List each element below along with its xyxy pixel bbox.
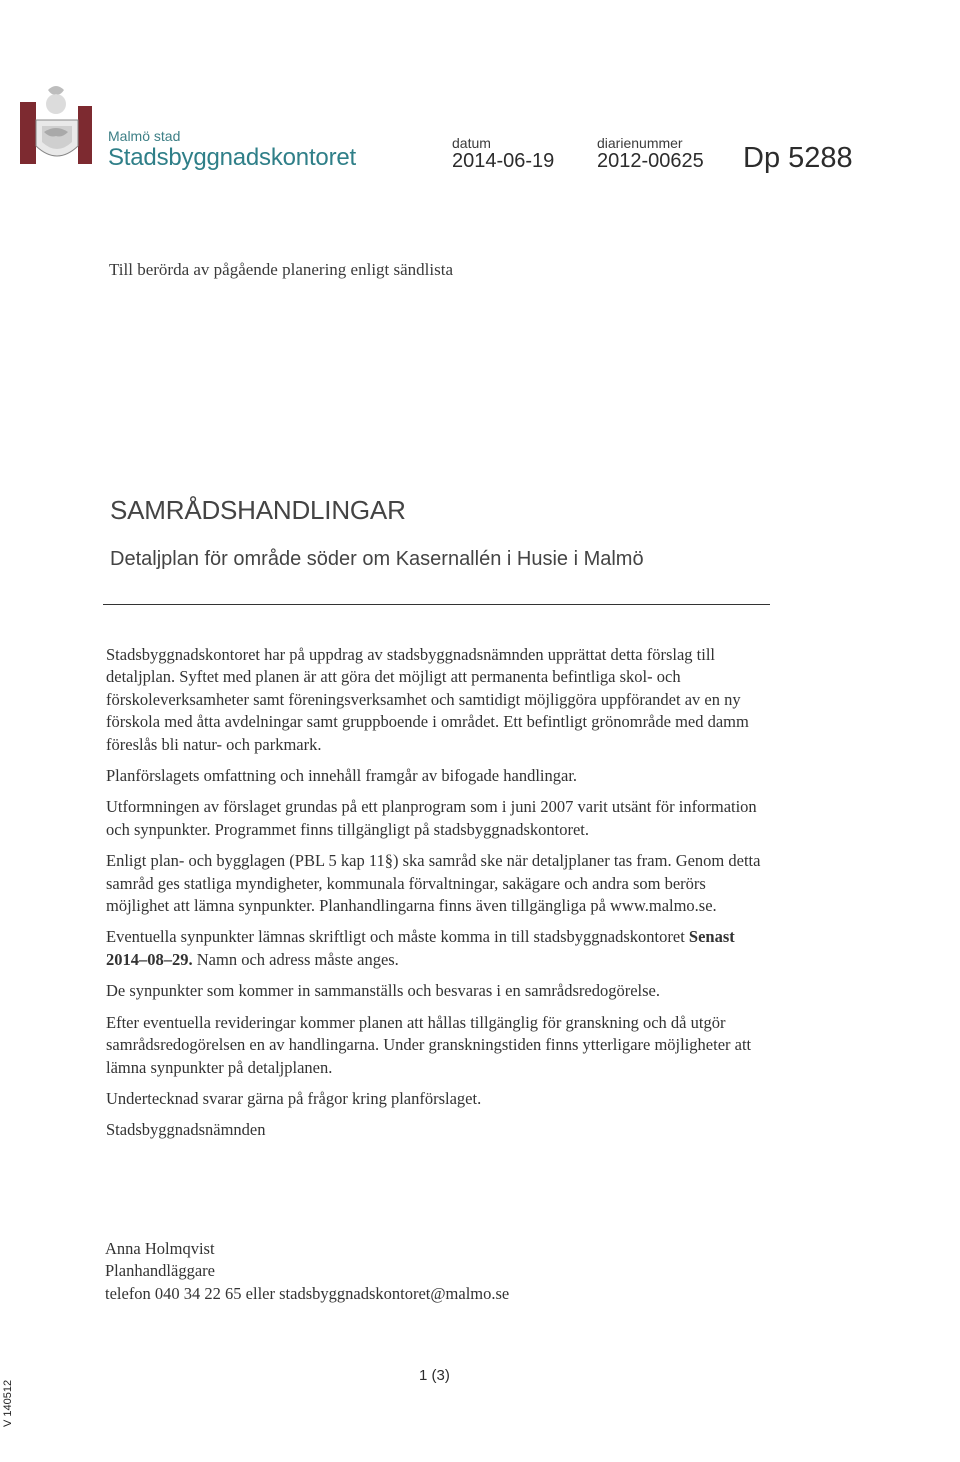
document-subheading: Detaljplan för område söder om Kasernallén i Husie i Malmö bbox=[110, 548, 644, 570]
paragraph-review: Efter eventuella revideringar kommer planen att hållas tillgänglig för granskning och då utgör samrådsredogörelsen en av handlingarna. Under granskningstiden finns ytterligare möjligheter att lämna synpunkter på detaljplanen. bbox=[106, 1012, 752, 1077]
signatory-contact: telefon 040 34 22 65 eller stadsbyggnadskontoret@malmo.se bbox=[105, 1283, 510, 1303]
heading-divider bbox=[103, 604, 770, 605]
diary-number-value: 2012-00625 bbox=[597, 150, 704, 172]
organization-city: Malmö stad bbox=[108, 128, 181, 144]
diary-number-label: diarienummer bbox=[597, 135, 683, 151]
signatory-title: Planhandläggare bbox=[105, 1261, 215, 1281]
date-label: datum bbox=[452, 135, 491, 151]
deadline-text: Eventuella synpunkter lämnas skriftligt och måste komma in till stadsbyggnadskontoret bbox=[106, 927, 689, 947]
organization-department: Stadsbyggnadskontoret bbox=[108, 144, 356, 171]
paragraph-deadline bbox=[106, 926, 766, 971]
letter-body bbox=[106, 644, 766, 1142]
date-value: 2014-06-19 bbox=[452, 150, 555, 172]
page-number: 1 (3) bbox=[419, 1367, 450, 1384]
deadline-date: Senast 2014–08–29. bbox=[106, 927, 735, 969]
recipients-line: Till berörda av pågående planering enligt sändlista bbox=[109, 260, 454, 279]
malmo-coat-of-arms-logo bbox=[18, 80, 94, 166]
paragraph-consultation: Enligt plan- och bygglagen (PBL 5 kap 11§) ska samråd ske när detaljplaner tas fram. Genom detta samråd ges statliga myndigheter, kommunala förvaltningar, sakägare och andra som berörs möjlighet att lämna synpunkter. Planhandlingarna finns även tillgängliga på www.malmo.se. bbox=[106, 851, 761, 916]
paragraph-purpose: Stadsbyggnadskontoret har på uppdrag av stadsbyggnadsnämnden upprättat detta förslag till detaljplan. Syftet med planen är att göra det möjligt att permanenta befintliga skol- och förskoleverksamheter samt föreningsverksamhet och samtidigt möjliggöra uppförandet av en ny förskola med åtta avdelningar samt gruppboende i området. Ett befintligt grönområde med damm föreslås bli natur- och parkmark. bbox=[106, 645, 749, 754]
paragraph-documents: Planförslagets omfattning och innehåll framgår av bifogade handlingar. bbox=[106, 766, 578, 786]
signatory-name: Anna Holmqvist bbox=[105, 1239, 215, 1258]
paragraph-committee: Stadsbyggnadsnämnden bbox=[106, 1120, 266, 1140]
form-code-text: V 140512 bbox=[2, 1379, 14, 1427]
paragraph-compilation: De synpunkter som kommer in sammanställs och besvaras i en samrådsredogörelse. bbox=[106, 981, 660, 1001]
plan-number: Dp 5288 bbox=[743, 142, 853, 174]
paragraph-program: Utformningen av förslaget grundas på ett planprogram som i juni 2007 varit utsänt för information och synpunkter. Programmet finns tillgängligt på stadsbyggnadskontoret. bbox=[106, 797, 757, 839]
document-heading: SAMRÅDSHANDLINGAR bbox=[110, 495, 406, 525]
deadline-note: Namn och adress måste anges. bbox=[192, 949, 399, 969]
signature-block bbox=[105, 1238, 509, 1305]
paragraph-questions: Undertecknad svarar gärna på frågor kring planförslaget. bbox=[106, 1088, 482, 1108]
